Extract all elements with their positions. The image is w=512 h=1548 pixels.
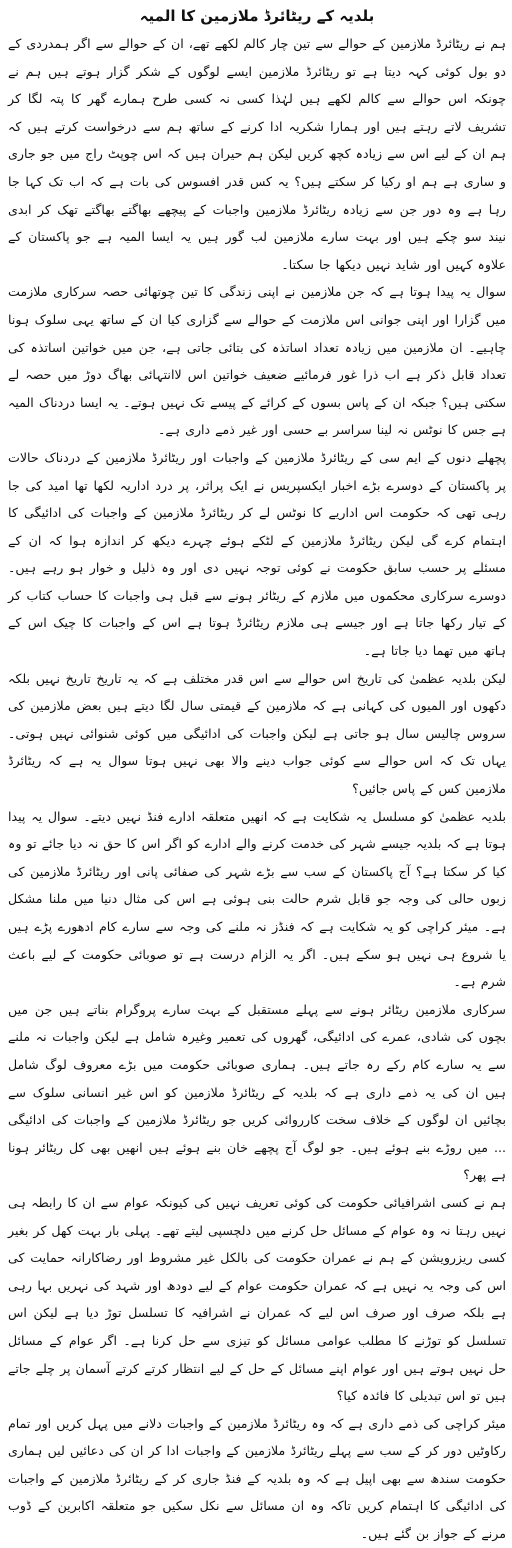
article-paragraph-4: لیکن بلدیہ عظمیٰ کی تاریخ اس حوالے سے اس قدر مختلف ہے کہ یہ تاریخ تاریخ نہیں بلکہ دکھوں اور المیوں کی کہانی ہے کہ ملازمین کے قیمتی سال لگا دیتے ہیں بعض ملازمین کی سروس چالیس سال ہو جاتی ہے لیکن واجبات کی ادائیگی میں کوئی شنوائی نہیں ہوتی۔ یہاں تک کہ اس حوالے سے کوئی جواب دینے والا بھی نہیں ہوتا سوال یہ ہے کہ ریٹائرڈ ملازمین کس کے پاس جائیں؟ [8,670,506,797]
article-body [8,30,506,1548]
article-paragraph-1: ہم نے ریٹائرڈ ملازمین کے حوالے سے تین چار کالم لکھے تھے، ان کے حوالے سے اگر ہمدردی کے دو بول کوئی کہہ دیتا ہے تو ریٹائرڈ ملازمین ایسے لوگوں کے شکر گزار ہوتے ہیں ہم نے چونکہ اس حوالے سے کالم لکھے ہیں لہٰذا کسی نہ کسی طرح ہمارے گھر کا پتہ لگا کر تشریف لاتے رہتے ہیں اور ہمارا شکریہ ادا کرنے کے ساتھ ہم سے درخواست کرتے ہیں کہ ہم ان کے لیے اس سے زیادہ کچھ کریں لیکن ہم حیران ہیں کہ اس چوپٹ راج میں جو جاری و ساری ہے ہم او رکیا کر سکتے ہیں؟ یہ کس قدر افسوس کی بات ہے کہ اب تک کہا جا رہا ہے وہ دور جن سے زیادہ ریٹائرڈ ملازمین واجبات کے پیچھے بھاگتے بھاگتے تھک کر ابدی نیند سو چکے ہیں اور بہت سارے ملازمین لب گور ہیں یہ ایسا المیہ ہے جو پاکستان کے علاوہ کہیں اور شاید نہیں دیکھا جا سکتا۔ [8,36,506,272]
article-paragraph-5: بلدیہ عظمیٰ کو مسلسل یہ شکایت ہے کہ انھیں متعلقہ ادارے فنڈ نہیں دیتے۔ سوال یہ پیدا ہوتا ہے کہ بلدیہ جیسے شہر کی خدمت کرنے والے ادارے کو اگر اس کا حق نہ دیا جائے تو وہ کیا کر سکتا ہے؟ آج پاکستان کے سب سے بڑے شہر کی صفائی پانی اور ریٹائرڈ ملازمین کی زبوں حالی کی وجہ جو قابل شرم حالت بنی ہوئی ہے اس کی مثال دنیا میں ملنا مشکل ہے۔ میئر کراچی کو یہ شکایت ہے کہ فنڈز نہ ملنے کی وجہ سے سارے کام ادھورے پڑے ہیں یا شروع ہی نہیں ہو سکے ہیں۔ اگر یہ الزام درست ہے تو صوبائی حکومت کے لیے باعث شرم ہے۔ [8,808,506,990]
article-paragraph-3: پچھلے دنوں کے ایم سی کے ریٹائرڈ ملازمین کے واجبات اور ریٹائرڈ ملازمین کے دردناک حالات پر پاکستان کے دوسرے بڑے اخبار ایکسپریس نے ایک پراثر، پر درد اداریہ لکھا تھا امید کی جا رہی تھی کہ حکومت اس اداریے کا نوٹس لے کر ریٹائرڈ ملازمین کے واجبات کی ادائیگی کا اہتمام کرے گی لیکن ریٹائرڈ ملازمین کے لٹکے ہوئے چہرے دیکھ کر اندازہ ہوا کہ ان کے مسئلے پر حسب سابق حکومت نے کوئی توجہ نہیں دی اور وہ ذلیل و خوار ہو رہے ہیں۔ دوسرے سرکاری محکموں میں ملازم کے ریٹائر ہونے سے قبل ہی واجبات کا حساب کتاب کر کے تیار رکھا جاتا ہے اور جیسے ہی ملازم ریٹائرڈ ہوتا ہے اس کے واجبات کا چیک اس کے ہاتھ میں تھما دیا جاتا ہے۔ [8,449,506,659]
article-paragraph-6: سرکاری ملازمین ریٹائر ہونے سے پہلے مستقبل کے بہت سارے پروگرام بناتے ہیں جن میں بچوں کی شادی، عمرے کی ادائیگی، گھروں کی تعمیر وغیرہ شامل ہے لیکن واجبات نہ ملنے سے یہ سارے کام رکے رہ جاتے ہیں۔ ہماری صوبائی حکومت میں بڑے معروف لوگ شامل ہیں ان کی یہ ذمے داری ہے کہ بلدیہ کے ریٹائرڈ ملازمین کو اس غیر انسانی سلوک سے بچائیں ان لوگوں کے خلاف سخت کارروائی کریں جو ریٹائرڈ ملازمین کے واجبات کی ادائیگی ... میں روڑے بنے ہوئے ہیں۔ جو لوگ آج پچھے خان بنے ہوئے ہیں انھیں بھی کل ریٹائر ہونا ہے پھر؟ [8,1001,506,1183]
article-paragraph-2: سوال یہ پیدا ہوتا ہے کہ جن ملازمین نے اپنی زندگی کا تین چوتھائی حصہ سرکاری ملازمت میں گزارا اور اپنی جوانی اس ملازمت کے حوالے سے گزاری کیا ان کے ساتھ یہی سلوک ہونا چاہیے۔ ان ملازمین میں زیادہ تعداد اساتذہ کی بتائی جاتی ہے، جن میں خواتین اساتذہ کی تعداد قابل ذکر ہے اب ذرا غور فرمائیے ضعیف خواتین اس لاانتہائی بھاگ دوڑ میں حصہ لے سکتی ہیں؟ جبکہ ان کے پاس بسوں کے کرائے کے پیسے تک نہیں ہوتے۔ یہ ایسا دردناک المیہ ہے جس کا نوٹس نہ لینا سراسر بے حسی اور غیر ذمے داری ہے۔ [8,284,506,438]
article-paragraph-8: میئر کراچی کی ذمے داری ہے کہ وہ ریٹائرڈ ملازمین کے واجبات دلانے میں پہل کریں اور تمام رکاوٹیں دور کر کے سب سے پہلے ریٹائرڈ ملازمین کے واجبات ادا کر ان کی دعائیں لیں ہماری حکومت سندھ سے بھی اپیل ہے کہ وہ بلدیہ کے فنڈ جاری کر کے ریٹائرڈ ملازمین کے واجبات کی ادائیگی کا اہتمام کریں تاکہ وہ ان مسائل سے نکل سکیں جو متعلقہ اکابرین کے ڈوب مرنے کے جواز بن گئے ہیں۔ [8,1415,506,1542]
article-title: بلدیہ کے ریٹائرڈ ملازمین کا المیہ [139,7,375,25]
article-paragraph-7: ہم نے کسی اشرافیائی حکومت کی کوئی تعریف نہیں کی کیونکہ عوام سے ان کا رابطہ ہی نہیں رہتا نہ وہ عوام کے مسائل حل کرنے میں دلچسپی لیتے تھے۔ پہلی بار بہت کھل کر بغیر کسی ریزرویشن کے ہم نے عمران حکومت کی بالکل غیر مشروط اور رضاکارانہ حمایت کی اس کی وجہ یہ نہیں ہے کہ عمران حکومت عوام کے لیے دودھ اور شہد کی نہریں بہا رہی ہے بلکہ صرف اور صرف اس لیے کہ عمران نے اشرافیہ کا تسلسل توڑ دیا ہے لیکن اس تسلسل کو توڑنے کا مطلب عوامی مسائل کو تیزی سے حل کرنا ہے۔ اگر عوام کے مسائل حل نہیں ہوتے ہیں اور عوام اپنے مسائل کے حل کے لیے انتظار کرتے کرتے آسمان پر چلے جاتے ہیں تو اس تبدیلی کا فائدہ کیا؟ [8,1194,506,1404]
